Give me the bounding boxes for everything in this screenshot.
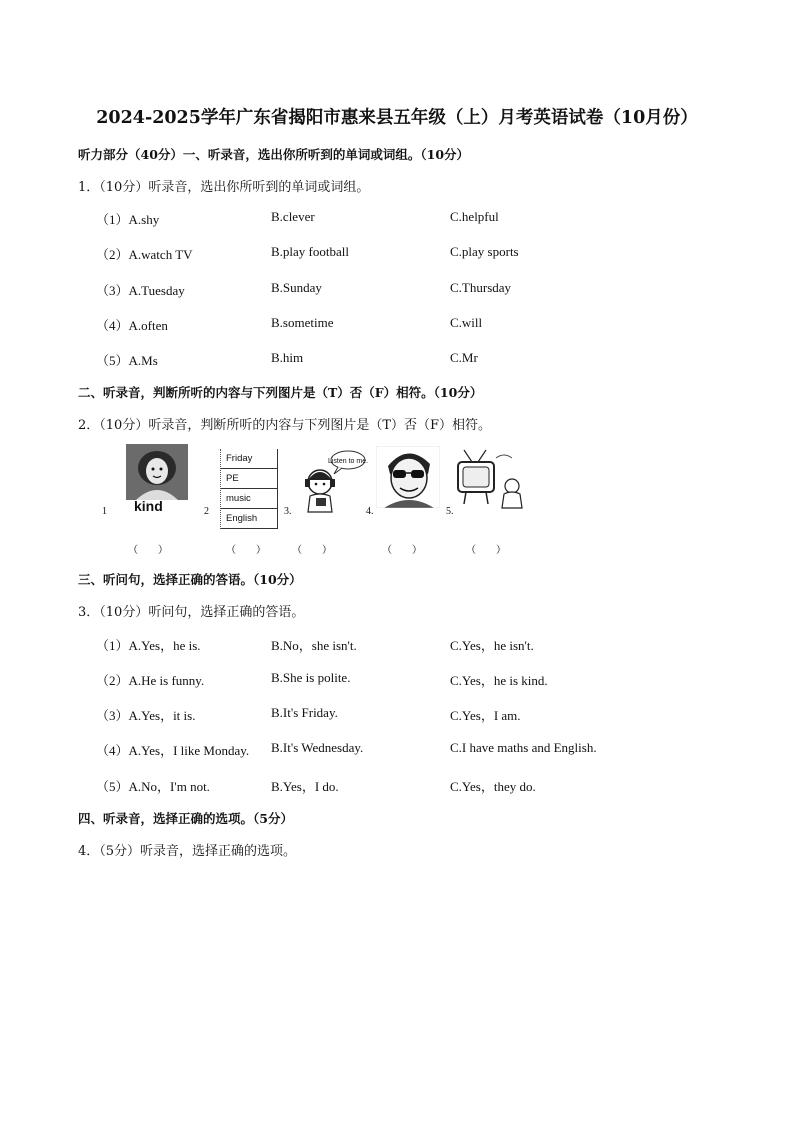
item-number: （1） (96, 212, 129, 227)
picture-2-label: 2 (204, 506, 209, 517)
girl-headphones-image (292, 448, 370, 514)
answer-blank-3[interactable]: （ ） (292, 545, 332, 556)
option-a: A.He is funny. (128, 673, 205, 688)
picture-strip (96, 440, 536, 560)
option-b: B.clever (271, 209, 315, 224)
option-c: C.helpful (450, 209, 499, 224)
item-number: （5） (96, 353, 129, 368)
picture-3-label: 3. (284, 506, 292, 517)
option-b: B.play football (271, 244, 349, 259)
answer-blank-1[interactable]: （ ） (128, 545, 168, 556)
q1-item-5 (0, 350, 794, 370)
option-a: A.No，I'm not. (128, 779, 210, 794)
option-a: A.Yes，it is. (128, 708, 196, 723)
question-3-stem: 3．（10分）听问句，选择正确的答语。 (78, 605, 305, 620)
q3-item-2 (0, 670, 794, 690)
speech-bubble-text: Listen to me. (327, 458, 369, 465)
question-2-stem: 2．（10分）听录音，判断所听的内容与下列图片是（T）否（F）相符。 (78, 418, 492, 433)
option-b: B.him (271, 350, 304, 365)
option-b: B.She is polite. (271, 670, 351, 685)
section-2-heading: 二、听录音，判断所听的内容与下列图片是（T）否（F）相符。（10分） (78, 385, 483, 400)
exam-title: 2024-2025学年广东省揭阳市惠来县五年级（上）月考英语试卷（10月份） (96, 108, 698, 128)
option-b: B.Sunday (271, 280, 322, 295)
timetable-day: Friday (221, 449, 277, 469)
item-number: （2） (96, 673, 129, 688)
item-number: （3） (96, 708, 129, 723)
option-c: C.Yes，I am. (450, 708, 521, 723)
section-1-heading: 听力部分（40分）一、听录音，选出你所听到的单词或词组。（10分） (78, 147, 470, 162)
option-a: A.Yes，I like Monday. (128, 743, 250, 758)
timetable-subject: English (221, 509, 277, 529)
option-c: C.Thursday (450, 280, 512, 295)
item-number: （1） (96, 638, 129, 653)
question-4-stem: 4．（5分）听录音，选择正确的选项。 (78, 844, 297, 859)
q1-item-2 (0, 244, 794, 264)
q3-item-4 (0, 740, 794, 760)
option-c: C.play sports (450, 244, 519, 259)
option-a: A.Tuesday (128, 283, 185, 298)
option-b: B.It's Friday. (271, 705, 338, 720)
option-a: A.shy (128, 212, 160, 227)
tv-watching-image (452, 448, 526, 510)
item-number: （4） (96, 318, 129, 333)
man-sunglasses-image (376, 446, 440, 508)
answer-blank-4[interactable]: （ ） (382, 545, 422, 556)
option-b: B.sometime (271, 315, 334, 330)
item-number: （4） (96, 743, 129, 758)
item-number: （3） (96, 283, 129, 298)
section-4-heading: 四、听录音，选择正确的选项。（5分） (78, 811, 293, 826)
option-a: A.often (128, 318, 168, 333)
item-number: （5） (96, 779, 129, 794)
option-b: B.It's Wednesday. (271, 740, 364, 755)
option-c: C.Yes，he isn't. (450, 638, 534, 653)
option-b: B.Yes，I do. (271, 779, 339, 794)
q1-item-3 (0, 280, 794, 300)
answer-blank-5[interactable]: （ ） (466, 545, 506, 556)
question-1-stem: 1．（10分）听录音，选出你所听到的单词或词组。 (78, 180, 370, 195)
timetable-subject: PE (221, 469, 277, 489)
option-a: A.Yes，he is. (128, 638, 201, 653)
kind-word: kind (134, 498, 163, 514)
q3-item-5 (0, 776, 794, 796)
option-a: A.watch TV (128, 247, 193, 262)
section-3-heading: 三、听问句，选择正确的答语。（10分） (78, 572, 302, 587)
picture-5-label: 5. (446, 506, 454, 517)
option-a: A.Ms (128, 353, 158, 368)
item-number: （2） (96, 247, 129, 262)
picture-4-label: 4. (366, 506, 374, 517)
option-c: C.Mr (450, 350, 478, 365)
q3-item-1 (0, 635, 794, 655)
option-c: C.Yes，they do. (450, 779, 536, 794)
q1-item-1 (0, 209, 794, 229)
q1-item-4 (0, 315, 794, 335)
option-c: C.Yes，he is kind. (450, 673, 548, 688)
timetable-subject: music (221, 489, 277, 509)
answer-blank-2[interactable]: （ ） (226, 545, 266, 556)
option-c: C.I have maths and English. (450, 740, 597, 755)
picture-1-label: 1 (102, 506, 107, 517)
timetable (220, 449, 278, 529)
option-c: C.will (450, 315, 483, 330)
woman-portrait-image (126, 444, 188, 500)
q3-item-3 (0, 705, 794, 725)
option-b: B.No，she isn't. (271, 638, 357, 653)
